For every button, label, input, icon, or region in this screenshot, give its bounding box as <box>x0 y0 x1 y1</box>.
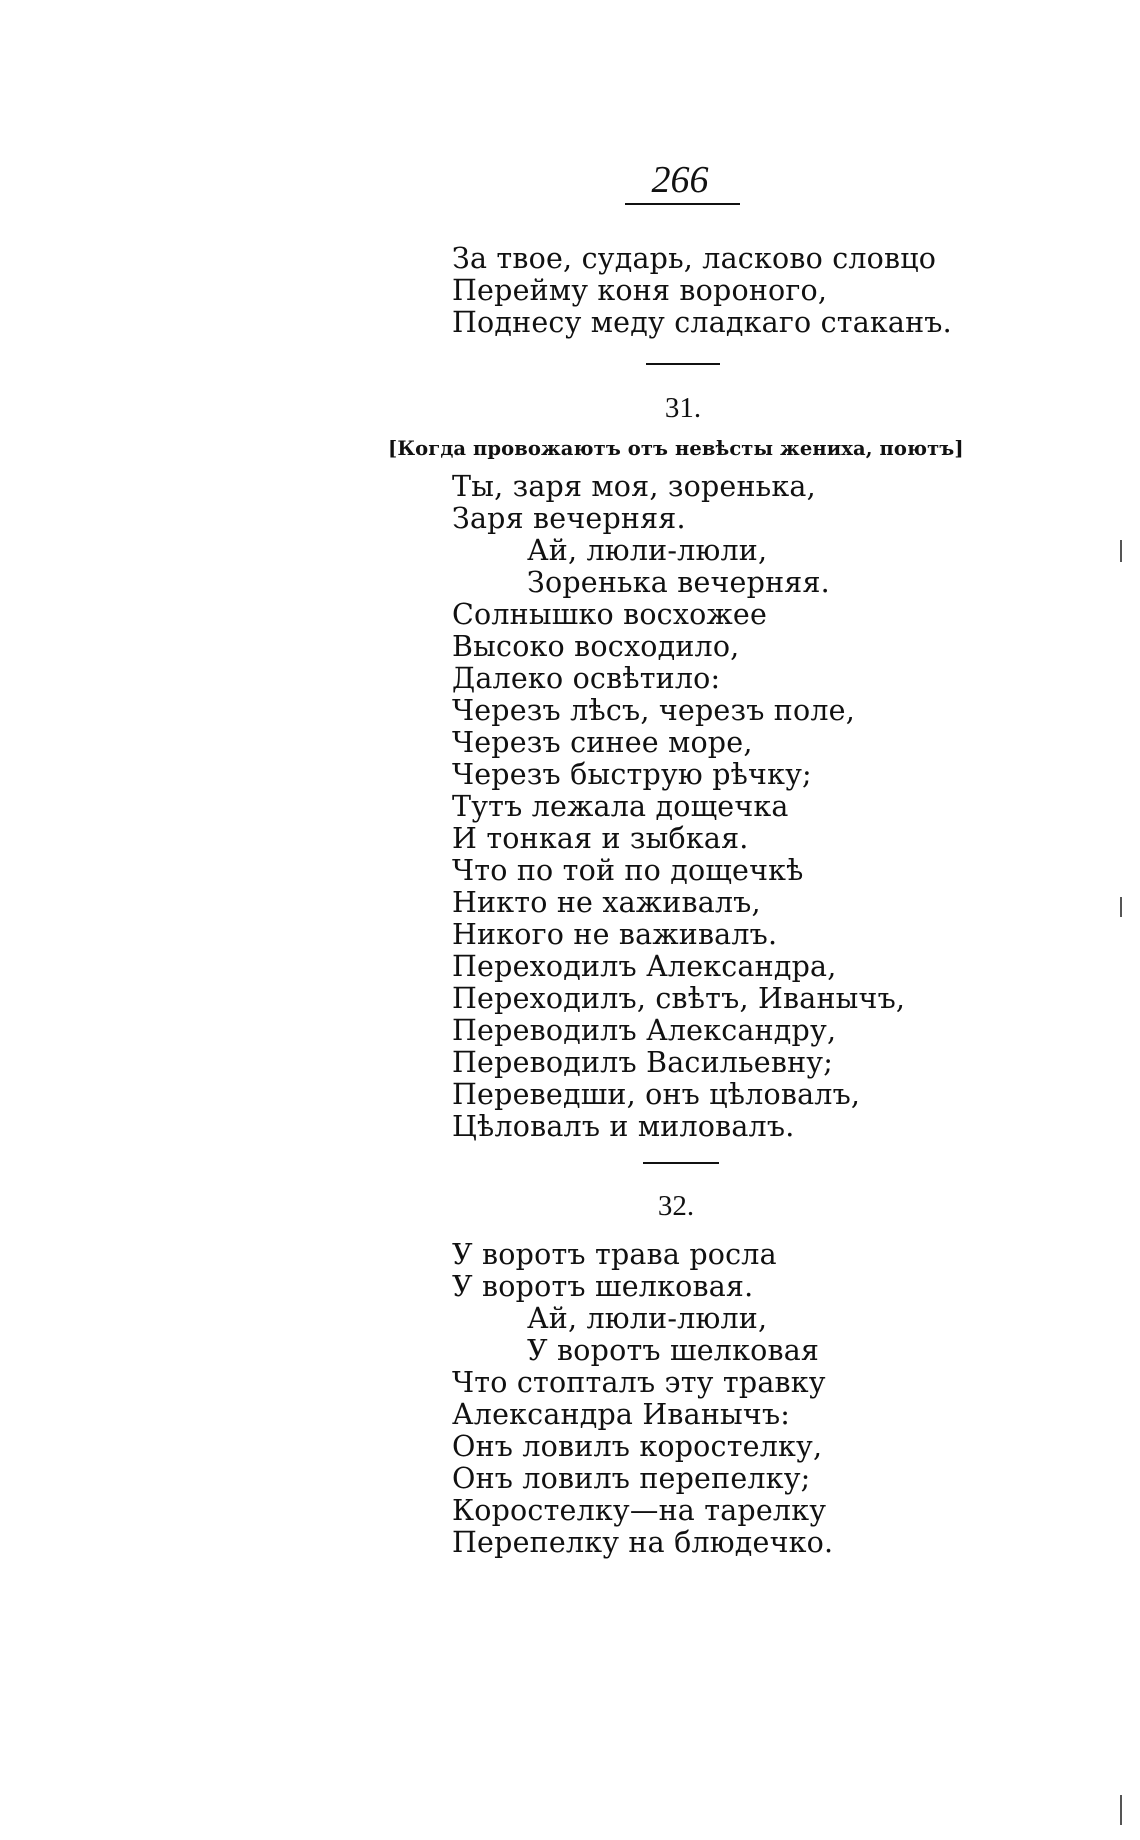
verse-line: У воротъ трава росла <box>452 1238 777 1271</box>
verse-line: И тонкая и зыбкая. <box>452 822 749 855</box>
page-number-rule <box>625 203 740 205</box>
verse-line: Что по той по дощечкѣ <box>452 854 804 887</box>
verse-line: Перейму коня вороного, <box>452 274 828 307</box>
verse-line: Солнышко восхожее <box>452 598 768 631</box>
verse-line: Высоко восходило, <box>452 630 740 663</box>
section-divider <box>646 363 720 365</box>
section-divider <box>643 1162 719 1164</box>
verse-line: Онъ ловилъ коростелку, <box>452 1430 823 1463</box>
verse-line: Переходилъ Александра, <box>452 950 837 983</box>
verse-line: Поднесу меду сладкаго стаканъ. <box>452 306 952 339</box>
refrain-line: Ай, люли-люли, <box>527 534 768 567</box>
scan-mark <box>1120 897 1122 917</box>
verse-line: Далеко освѣтило: <box>452 662 721 695</box>
scan-mark <box>1120 540 1122 562</box>
verse-line: У воротъ шелковая. <box>452 1270 754 1303</box>
verse-line: Заря вечерняя. <box>452 502 686 535</box>
refrain-line: У воротъ шелковая <box>527 1334 820 1367</box>
verse-line: Александра Иванычъ: <box>452 1398 791 1431</box>
refrain-line: Зоренька вечерняя. <box>527 566 830 599</box>
verse-line: Переходилъ, свѣтъ, Иванычъ, <box>452 982 906 1015</box>
verse-line: За твое, сударь, ласково словцо <box>452 242 937 275</box>
verse-line: Цѣловалъ и миловалъ. <box>452 1110 795 1143</box>
verse-line: Тутъ лежала дощечка <box>452 790 789 823</box>
verse-line: Перепелку на блюдечко. <box>452 1526 834 1559</box>
verse-line: Никого не важивалъ. <box>452 918 778 951</box>
song-number: 31. <box>664 392 702 424</box>
verse-line: Переведши, онъ цѣловалъ, <box>452 1078 861 1111</box>
verse-line: Что стопталъ эту травку <box>452 1366 826 1399</box>
verse-line: Переводилъ Васильевну; <box>452 1046 834 1079</box>
page-number: 266 <box>651 159 709 201</box>
verse-line: Черезъ быструю рѣчку; <box>452 758 812 791</box>
verse-line: Черезъ синее море, <box>452 726 753 759</box>
verse-line: Онъ ловилъ перепелку; <box>452 1462 811 1495</box>
verse-line: Черезъ лѣсъ, черезъ поле, <box>452 694 855 727</box>
song-heading: [Когда провожаютъ отъ невѣсты жениха, поютъ] <box>388 437 964 460</box>
verse-line: Никто не хаживалъ, <box>452 886 761 919</box>
verse-line: Коростелку—на тарелку <box>452 1494 827 1527</box>
song-number: 32. <box>657 1190 695 1222</box>
scan-mark <box>1120 1795 1122 1825</box>
verse-line: Переводилъ Александру, <box>452 1014 837 1047</box>
verse-line: Ты, заря моя, зоренька, <box>452 470 816 503</box>
refrain-line: Ай, люли-люли, <box>527 1302 768 1335</box>
